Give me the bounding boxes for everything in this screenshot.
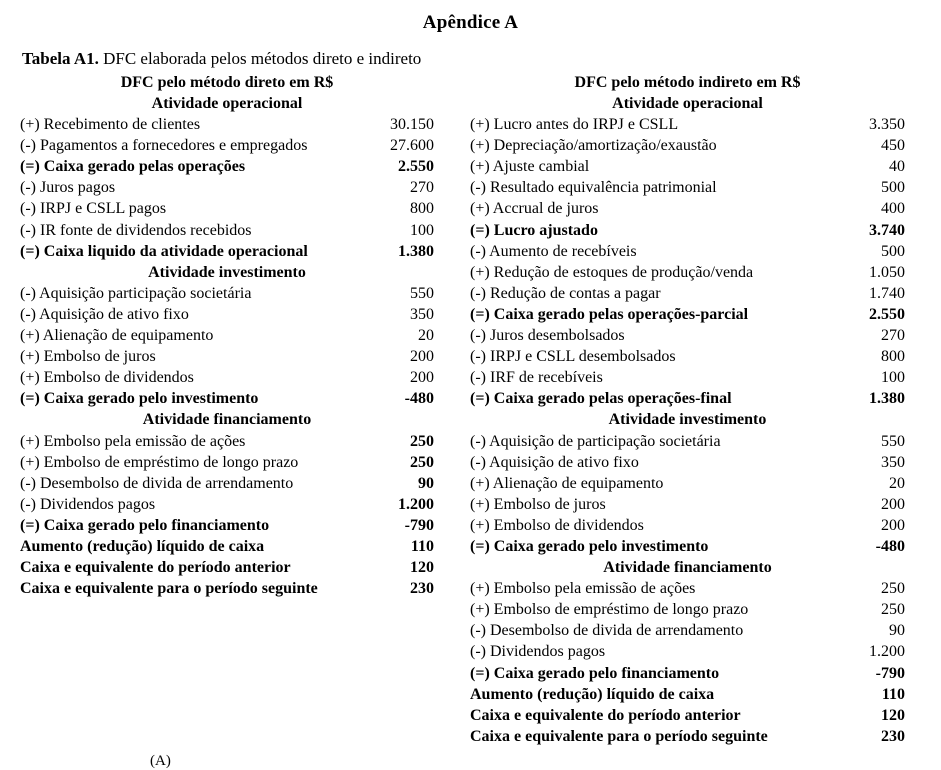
row-value: 270 xyxy=(410,179,434,197)
row-value: 100 xyxy=(410,221,434,239)
table-row xyxy=(470,641,905,662)
row-label: (-) IR fonte de dividendos recebidos xyxy=(20,221,252,239)
row-label: (+) Embolso pela emissão de ações xyxy=(20,432,246,450)
row-label: (-) IRPJ e CSLL pagos xyxy=(20,200,167,218)
row-label: (=) Caixa gerado pelo investimento xyxy=(20,390,259,408)
column-indirect-method xyxy=(470,72,905,747)
row-label: (+) Embolso de juros xyxy=(20,348,156,366)
table-row xyxy=(470,304,905,325)
table-row xyxy=(20,220,434,241)
row-label: (-) Redução de contas a pagar xyxy=(470,284,661,302)
row-value: 250 xyxy=(410,453,434,471)
row-value: 270 xyxy=(881,327,905,345)
table-row xyxy=(470,726,905,747)
table-caption-text: DFC elaborada pelos métodos direto e indireto xyxy=(98,49,422,68)
section-header: Atividade financiamento xyxy=(603,559,772,577)
row-label: (-) Resultado equivalência patrimonial xyxy=(470,179,717,197)
table-row xyxy=(470,241,905,262)
row-label: (=) Caixa liquido da atividade operacional xyxy=(20,242,308,260)
table-row xyxy=(20,156,434,177)
table-row xyxy=(20,325,434,346)
row-value: 350 xyxy=(410,305,434,323)
table-row xyxy=(470,177,905,198)
row-label: Aumento (redução) líquido de caixa xyxy=(470,685,715,703)
row-label: (+) Depreciação/amortização/exaustão xyxy=(470,137,717,155)
row-label: Aumento (redução) líquido de caixa xyxy=(20,537,265,555)
row-label: (+) Embolso de juros xyxy=(470,495,606,513)
row-value: 200 xyxy=(881,495,905,513)
row-value: 20 xyxy=(889,474,905,492)
row-value: 350 xyxy=(881,453,905,471)
row-value: 200 xyxy=(410,369,434,387)
row-value: 200 xyxy=(410,348,434,366)
row-value: 1.380 xyxy=(869,390,905,408)
column-direct-rows xyxy=(20,93,434,599)
row-value: 120 xyxy=(881,706,905,724)
table-row xyxy=(470,262,905,283)
row-value: 1.200 xyxy=(869,643,905,661)
table-row xyxy=(470,135,905,156)
table-row xyxy=(20,578,434,599)
section-header: Atividade financiamento xyxy=(142,411,312,429)
row-label: (=) Caixa gerado pelo financiamento xyxy=(20,516,270,534)
row-value: 110 xyxy=(881,685,905,703)
row-label: Caixa e equivalente para o período seguinte xyxy=(470,727,768,745)
table-row xyxy=(20,515,434,536)
row-value: -790 xyxy=(875,664,905,682)
table-row xyxy=(470,473,905,494)
table-row xyxy=(20,241,434,262)
row-label: (+) Accrual de juros xyxy=(470,200,599,218)
row-label: (-) Dividendos pagos xyxy=(20,495,156,513)
row-value: 450 xyxy=(881,137,905,155)
row-label: (-) Pagamentos a fornecedores e empregados xyxy=(20,137,308,155)
row-value: 800 xyxy=(410,200,434,218)
row-value: 3.740 xyxy=(869,221,905,239)
table-row xyxy=(470,431,905,452)
row-label: (-) Aquisição de participação societária xyxy=(470,432,721,450)
table-row xyxy=(470,220,905,241)
row-label: (+) Embolso de empréstimo de longo prazo xyxy=(470,601,749,619)
dfc-table xyxy=(0,72,941,747)
section-header: Atividade operacional xyxy=(151,95,303,112)
row-label: (+) Recebimento de clientes xyxy=(20,116,201,134)
table-row xyxy=(20,452,434,473)
table-row xyxy=(20,536,434,557)
row-label: (=) Caixa gerado pelo financiamento xyxy=(470,664,720,682)
table-row xyxy=(20,304,434,325)
row-value: 100 xyxy=(881,369,905,387)
row-value: 400 xyxy=(881,200,905,218)
table-row xyxy=(470,494,905,515)
row-value: 1.740 xyxy=(869,284,905,302)
row-value: 90 xyxy=(418,474,434,492)
row-label: Caixa e equivalente do período anterior xyxy=(470,706,741,724)
row-value: 1.380 xyxy=(398,242,434,260)
row-label: (+) Embolso de dividendos xyxy=(20,369,194,387)
row-value: 500 xyxy=(881,242,905,260)
row-label: (=) Caixa gerado pelas operações-parcial xyxy=(470,305,749,323)
row-label: (+) Lucro antes do IRPJ e CSLL xyxy=(470,116,679,134)
row-label: (=) Caixa gerado pelo investimento xyxy=(470,537,709,555)
section-header: Atividade investimento xyxy=(148,263,306,281)
table-row xyxy=(470,684,905,705)
row-value: 550 xyxy=(881,432,905,450)
row-value: 120 xyxy=(410,559,434,577)
table-row xyxy=(470,705,905,726)
table-row xyxy=(20,431,434,452)
row-label: (+) Alienação de equipamento xyxy=(470,474,664,492)
table-row xyxy=(20,283,434,304)
row-value: 200 xyxy=(881,516,905,534)
row-label: (-) Aquisição participação societária xyxy=(20,284,252,302)
row-value: -480 xyxy=(404,390,434,408)
table-row xyxy=(470,663,905,684)
row-value: 250 xyxy=(410,432,434,450)
row-value: 500 xyxy=(881,179,905,197)
row-value: 1.050 xyxy=(869,263,905,281)
row-value: 250 xyxy=(881,580,905,598)
row-value: -790 xyxy=(404,516,434,534)
column-direct-method xyxy=(20,72,434,599)
row-value: 230 xyxy=(410,580,434,598)
row-value: 27.600 xyxy=(390,137,434,155)
table-row xyxy=(470,325,905,346)
table-row xyxy=(470,198,905,219)
table-row xyxy=(470,599,905,620)
row-label: (+) Embolso de dividendos xyxy=(470,516,644,534)
row-value: 40 xyxy=(889,158,905,176)
row-value: 110 xyxy=(410,537,434,555)
table-row xyxy=(20,177,434,198)
table-row xyxy=(20,367,434,388)
row-value: 230 xyxy=(881,727,905,745)
row-label: (-) Desembolso de divida de arrendamento xyxy=(20,474,294,492)
table-row xyxy=(20,494,434,515)
section-header: Atividade operacional xyxy=(612,95,763,112)
row-label: (+) Embolso de empréstimo de longo prazo xyxy=(20,453,299,471)
row-label: Caixa e equivalente para o período seguinte xyxy=(20,580,318,598)
row-label: (-) Aquisição de ativo fixo xyxy=(20,305,189,323)
table-caption xyxy=(22,49,941,69)
row-value: 550 xyxy=(410,284,434,302)
row-value: 1.200 xyxy=(398,495,434,513)
row-label: (+) Ajuste cambial xyxy=(470,158,590,176)
footer-fragment: (A) xyxy=(150,753,171,769)
table-row xyxy=(20,135,434,156)
row-label: (-) IRPJ e CSLL desembolsados xyxy=(470,348,676,366)
table-row xyxy=(470,620,905,641)
row-label: (-) Desembolso de divida de arrendamento xyxy=(470,622,744,640)
column-indirect-rows xyxy=(470,93,905,747)
row-label: (-) Juros pagos xyxy=(20,179,116,197)
row-label: Caixa e equivalente do período anterior xyxy=(20,559,291,577)
row-value: 30.150 xyxy=(390,116,434,134)
table-row xyxy=(470,283,905,304)
table-row xyxy=(470,388,905,409)
row-label: (+) Alienação de equipamento xyxy=(20,327,214,345)
table-row xyxy=(20,114,434,135)
table-row xyxy=(470,452,905,473)
row-label: (=) Caixa gerado pelas operações-final xyxy=(470,390,732,408)
page-title: Apêndice A xyxy=(422,12,519,33)
row-value: 3.350 xyxy=(869,116,905,134)
row-value: -480 xyxy=(875,537,905,555)
row-label: (-) IRF de recebíveis xyxy=(470,369,603,387)
row-label: (=) Lucro ajustado xyxy=(470,221,598,239)
table-row xyxy=(470,367,905,388)
row-label: (+) Embolso pela emissão de ações xyxy=(470,580,696,598)
column-direct-header: DFC pelo método direto em R$ xyxy=(120,74,334,91)
row-label: (-) Juros desembolsados xyxy=(470,327,625,345)
row-value: 20 xyxy=(418,327,434,345)
table-row xyxy=(470,156,905,177)
section-header: Atividade investimento xyxy=(608,411,767,429)
table-row xyxy=(20,346,434,367)
row-label: (-) Dividendos pagos xyxy=(470,643,606,661)
table-row xyxy=(470,536,905,557)
row-value: 2.550 xyxy=(398,158,434,176)
table-row xyxy=(20,473,434,494)
table-row xyxy=(470,346,905,367)
table-caption-label: Tabela A1. xyxy=(22,49,99,68)
row-value: 2.550 xyxy=(869,305,905,323)
row-label: (+) Redução de estoques de produção/venda xyxy=(470,263,754,281)
table-row xyxy=(20,388,434,409)
row-value: 90 xyxy=(889,622,905,640)
column-indirect-header: DFC pelo método indireto em R$ xyxy=(574,74,801,91)
row-value: 250 xyxy=(881,601,905,619)
row-label: (-) Aumento de recebíveis xyxy=(470,242,637,260)
table-row xyxy=(470,578,905,599)
table-row xyxy=(470,114,905,135)
row-label: (=) Caixa gerado pelas operações xyxy=(20,158,246,176)
table-row xyxy=(20,557,434,578)
row-label: (-) Aquisição de ativo fixo xyxy=(470,453,639,471)
table-row xyxy=(470,515,905,536)
table-row xyxy=(20,198,434,219)
row-value: 800 xyxy=(881,348,905,366)
